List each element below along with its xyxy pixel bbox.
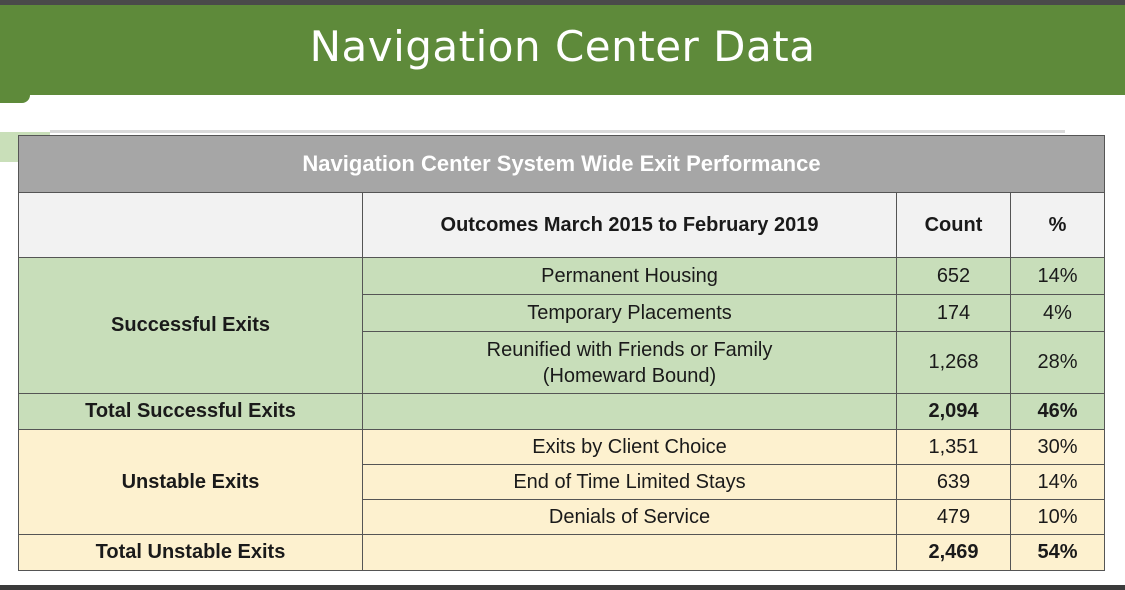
outcome-line-1: Reunified with Friends or Family (486, 338, 773, 361)
banner-tab (0, 95, 30, 103)
total-percent-cell: 46% (1011, 394, 1105, 430)
total-count-cell: 2,094 (897, 394, 1011, 430)
divider-line (50, 130, 1065, 133)
outcome-cell: Exits by Client Choice (363, 430, 897, 465)
total-percent-cell: 54% (1011, 535, 1105, 571)
percent-cell: 4% (1011, 295, 1105, 332)
table-title: Navigation Center System Wide Exit Performance (19, 136, 1105, 193)
title-banner (0, 5, 1125, 95)
table-header-row (19, 193, 1105, 258)
percent-cell: 10% (1011, 500, 1105, 535)
header-empty-cell (19, 193, 363, 258)
empty-cell (363, 394, 897, 430)
header-percent: % (1011, 193, 1105, 258)
table-row (19, 430, 1105, 465)
outcome-cell: Permanent Housing (363, 258, 897, 295)
total-unstable-row (19, 535, 1105, 571)
table-row (19, 258, 1105, 295)
total-successful-row (19, 394, 1105, 430)
slide-title: Navigation Center Data (309, 21, 816, 71)
percent-cell: 30% (1011, 430, 1105, 465)
outcome-cell: End of Time Limited Stays (363, 465, 897, 500)
count-cell: 1,268 (897, 332, 1011, 394)
unstable-exits-label: Unstable Exits (19, 430, 363, 535)
bottom-edge (0, 585, 1125, 590)
outcome-cell: Denials of Service (363, 500, 897, 535)
outcome-cell (363, 332, 897, 394)
header-outcomes: Outcomes March 2015 to February 2019 (363, 193, 897, 258)
outcome-cell: Temporary Placements (363, 295, 897, 332)
count-cell: 652 (897, 258, 1011, 295)
total-successful-label: Total Successful Exits (19, 394, 363, 430)
table-title-row (19, 136, 1105, 193)
count-cell: 174 (897, 295, 1011, 332)
count-cell: 639 (897, 465, 1011, 500)
outcome-line-2: (Homeward Bound) (542, 364, 717, 387)
total-unstable-label: Total Unstable Exits (19, 535, 363, 571)
count-cell: 1,351 (897, 430, 1011, 465)
total-count-cell: 2,469 (897, 535, 1011, 571)
count-cell: 479 (897, 500, 1011, 535)
header-count: Count (897, 193, 1011, 258)
percent-cell: 14% (1011, 258, 1105, 295)
successful-exits-label: Successful Exits (19, 258, 363, 394)
empty-cell (363, 535, 897, 571)
percent-cell: 14% (1011, 465, 1105, 500)
exit-performance-table (18, 135, 1105, 571)
percent-cell: 28% (1011, 332, 1105, 394)
